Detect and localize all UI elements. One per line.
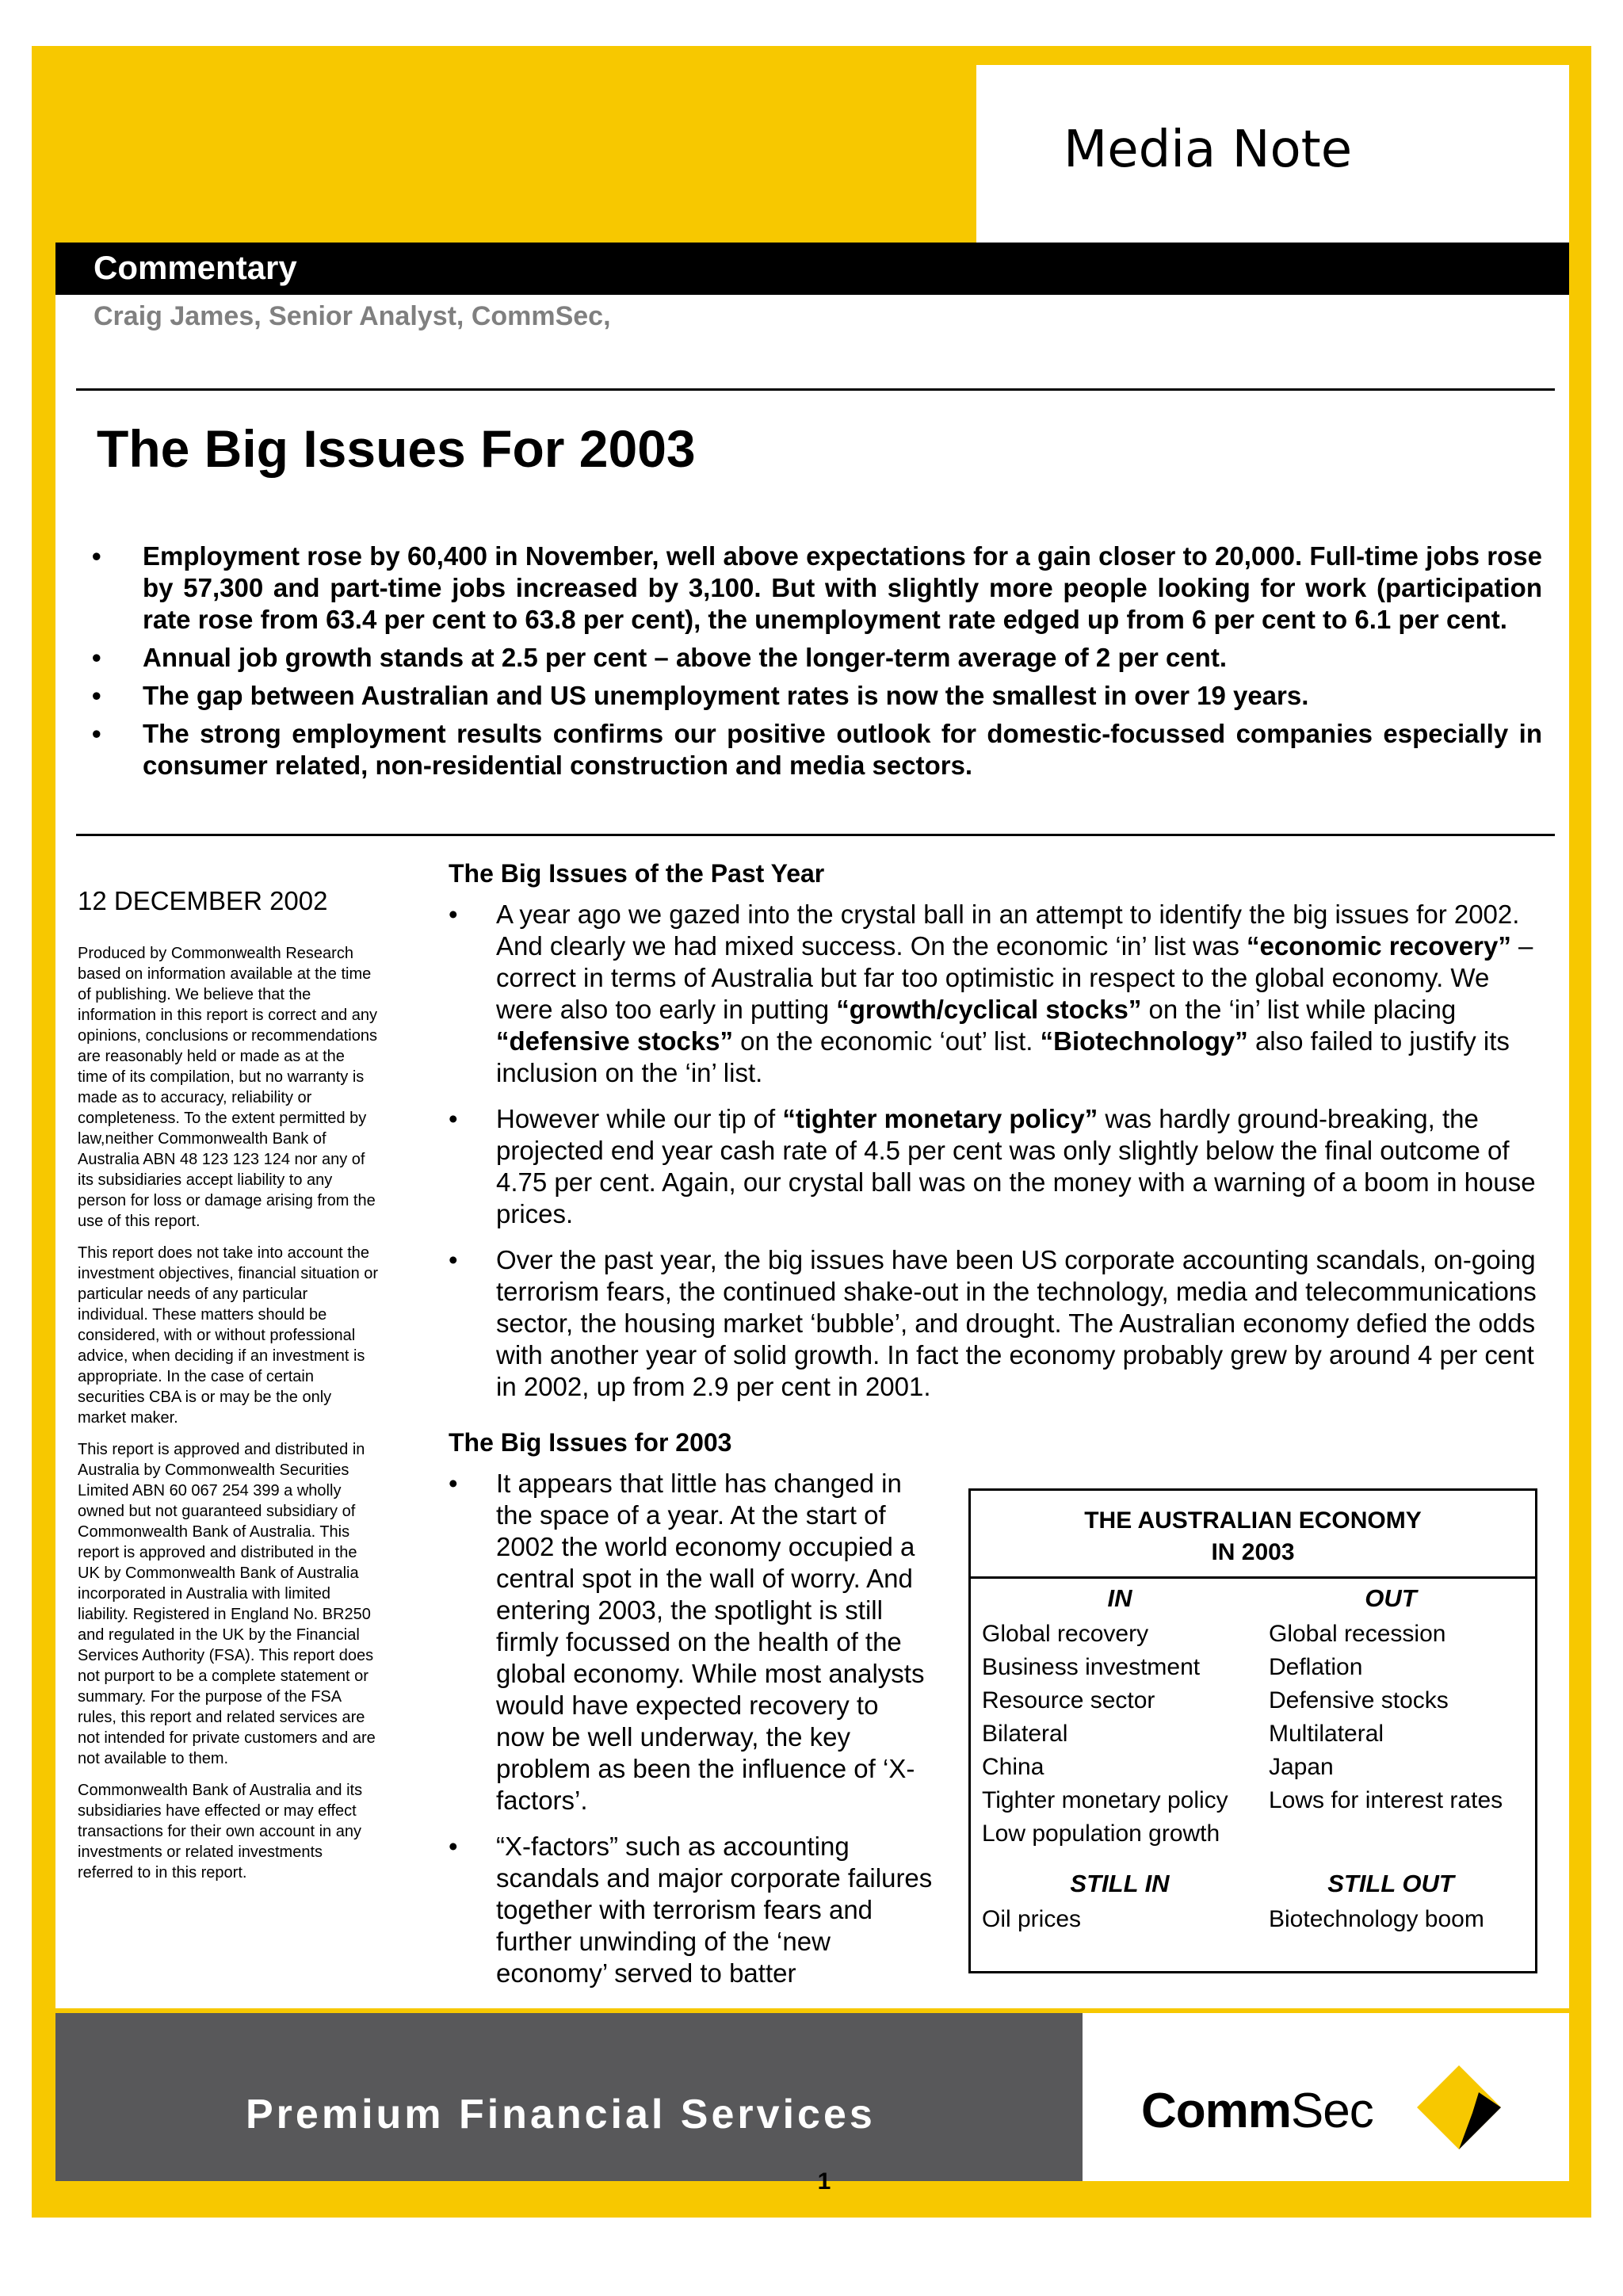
key-point: • The gap between Australian and US unemployment rates is now the smallest in over 19 years. (92, 680, 1542, 712)
footer-tagline: Premium Financial Services (246, 2092, 876, 2137)
disclaimer-paragraph: This report is approved and distributed in Australia by Commonwealth Securities Limited ABN 60 067 254 399 a wholly owned but not guaranteed subsidiary of Commonwealth Bank of Australia. This report is approved and distributed in the UK by Commonwealth Bank of Australia incorporated in Australia with limited liability. Registered in England No. BR250 and regulated in the UK by the Financial Services Authority (FSA). This report does not purport to be a complete statement or summary. For the purpose of the FSA rules, this report and related services are not intended for private customers and are not available to them. (78, 1441, 376, 1767)
still-out-list (1269, 1903, 1484, 1936)
still-in-list (982, 1903, 1081, 1936)
list-item: Business investment (982, 1654, 1201, 1680)
divider (971, 1576, 1535, 1579)
disclaimer-paragraph: Commonwealth Bank of Australia and its subsidiaries have effected or may effect transactions for their own account in any investments or related investments referred to in this report. (78, 1782, 363, 1881)
year-2003-list (449, 1468, 934, 2004)
list-item: Lows for interest rates (1269, 1787, 1503, 1813)
disclaimer-paragraph: This report does not take into account the investment objectives, financial situation or particular needs of any particular individual. These matters should be considered, with or without professional advice, when deciding if an investment is appropriate. In the case of certain securities CBA is or may be the only market maker. (78, 1244, 379, 1427)
section-label: Commentary (94, 249, 297, 286)
list-item: China (982, 1754, 1044, 1780)
list-item: Low population growth (982, 1820, 1220, 1847)
body-paragraph: • “X-factors” such as accounting scandals and major corporate failures together with terrorism fears and further unwinding of the ‘new economy’ served to batter (449, 1831, 934, 1989)
out-list (1269, 1618, 1503, 1817)
list-item: Biotechnology boom (1269, 1906, 1484, 1932)
commsec-diamond-icon (1415, 2064, 1503, 2151)
list-item: Defensive stocks (1269, 1687, 1449, 1713)
list-item: Resource sector (982, 1687, 1155, 1713)
list-item: Japan (1269, 1754, 1334, 1780)
report-date: 12 DECEMBER 2002 (78, 886, 328, 915)
body-paragraph: • However while our tip of “tighter monetary policy” was hardly ground-breaking, the projected end year cash rate of 4.5 per cent was only slightly below the final outcome of 4.75 per cent. Again, our crystal ball was on the money with a warning of a boom in house prices. (449, 1103, 1542, 1230)
out-heading: OUT (1365, 1584, 1417, 1612)
still-out-heading: STILL OUT (1327, 1870, 1454, 1897)
commsec-logo-text: CommSec (1141, 2084, 1373, 2138)
list-item: Tighter monetary policy (982, 1787, 1228, 1813)
in-list (982, 1618, 1228, 1851)
list-item: Deflation (1269, 1654, 1363, 1680)
section-heading: The Big Issues of the Past Year (449, 859, 825, 888)
disclaimer (78, 943, 379, 1894)
key-point: • Employment rose by 60,400 in November, well above expectations for a gain closer to 20,000. Full-time jobs rose by 57,300 and part-time jobs increased by 3,100. But with slightly more people looking for work (participation rate rose from 63.4 per cent to 63.8 per cent), the unemployment rate edged up from 6 per cent to 6.1 per cent. (92, 541, 1542, 636)
divider (76, 388, 1555, 391)
past-year-list (449, 899, 1542, 1417)
divider (76, 834, 1555, 836)
list-item: Global recovery (982, 1621, 1149, 1647)
media-note-label: Media Note (1064, 120, 1353, 179)
body-paragraph: • Over the past year, the big issues have been US corporate accounting scandals, on-going terrorism fears, the continued shake-out in the technology, media and telecommunications sector, the housing market ‘bubble’, and drought. The Australian economy defied the odds with another year of solid growth. In fact the economy probably grew by around 4 per cent in 2002, up from 2.9 per cent in 2001. (449, 1244, 1542, 1403)
in-heading: IN (1107, 1584, 1132, 1612)
disclaimer-paragraph: Produced by Commonwealth Research based on information available at the time of publishing. We believe that the information in this report is correct and any opinions, conclusions or recommendations are reasonably held or made as at the time of its compilation, but no warranty is made as to accuracy, reliability or completeness. To the extent permitted by law,neither Commonwealth Bank of Australia ABN 48 123 123 124 nor any of its subsidiaries accept liability to any person for loss or damage arising from the use of this report. (78, 945, 377, 1230)
body-paragraph: • It appears that little has changed in the space of a year. At the start of 2002 the world economy occupied a central spot in the wall of worry. And entering 2003, the spotlight is still firmly focussed on the health of the global economy. While most analysts would have expected recovery to now be well underway, the key problem as been the influence of ‘X-factors’. (449, 1468, 934, 1817)
list-item: Global recession (1269, 1621, 1446, 1647)
body-paragraph: • A year ago we gazed into the crystal ball in an attempt to identify the big issues for 2002. And clearly we had mixed success. On the economic ‘in’ list was “economic recovery” – correct in terms of Australia but far too optimistic in respect to the global economy. We were also too early in putting “growth/cyclical stocks” on the ‘in’ list while placing “defensive stocks” on the economic ‘out’ list. “Biotechnology” also failed to justify its inclusion on the ‘in’ list. (449, 899, 1542, 1089)
list-item: Bilateral (982, 1721, 1068, 1747)
section-heading: The Big Issues for 2003 (449, 1428, 732, 1457)
list-item: Oil prices (982, 1906, 1082, 1932)
key-point: • The strong employment results confirms our positive outlook for domestic-focussed companies especially in consumer related, non-residential construction and media sectors. (92, 718, 1542, 781)
key-points (92, 541, 1542, 788)
economy-box (968, 1488, 1537, 1973)
key-point: • Annual job growth stands at 2.5 per cent – above the longer-term average of 2 per cent. (92, 642, 1542, 674)
still-in-heading: STILL IN (1070, 1870, 1170, 1897)
author-byline: Craig James, Senior Analyst, CommSec, (94, 301, 611, 331)
economy-box-title: THE AUSTRALIAN ECONOMY IN 2003 (1084, 1507, 1422, 1565)
page-number: 1 (817, 2168, 831, 2195)
page-title: The Big Issues For 2003 (97, 419, 696, 478)
list-item: Multilateral (1269, 1721, 1384, 1747)
